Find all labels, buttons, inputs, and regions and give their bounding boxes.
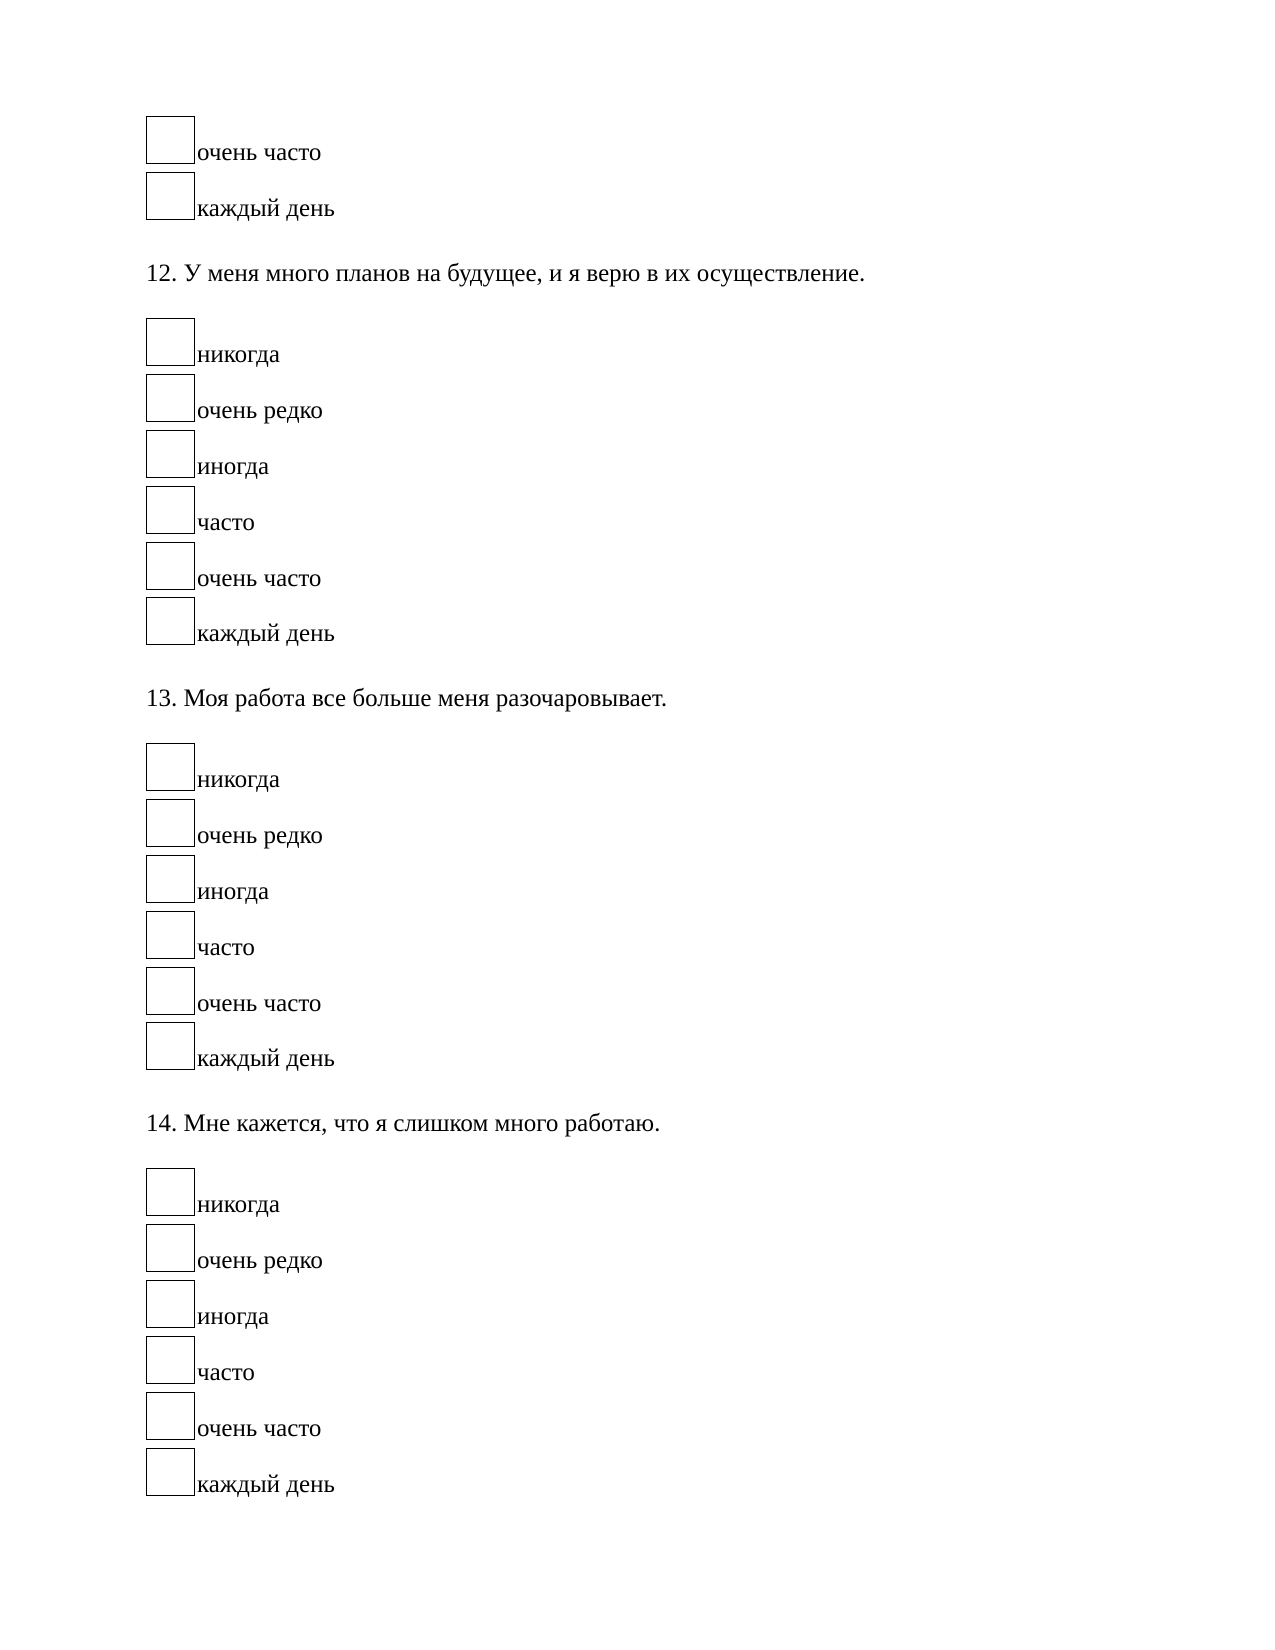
answer-checkbox[interactable] bbox=[146, 743, 195, 791]
answer-checkbox[interactable] bbox=[146, 967, 195, 1015]
option-row bbox=[146, 318, 746, 370]
answer-checkbox[interactable] bbox=[146, 911, 195, 959]
answer-checkbox[interactable] bbox=[146, 1448, 195, 1496]
option-label: часто bbox=[197, 934, 255, 961]
answer-checkbox[interactable] bbox=[146, 172, 195, 220]
option-row bbox=[146, 967, 746, 1019]
answer-checkbox[interactable] bbox=[146, 1022, 195, 1070]
answer-checkbox[interactable] bbox=[146, 799, 195, 847]
option-row bbox=[146, 116, 746, 168]
answer-checkbox[interactable] bbox=[146, 597, 195, 645]
option-label: каждый день bbox=[197, 620, 335, 647]
option-row bbox=[146, 430, 746, 482]
option-row bbox=[146, 1224, 746, 1276]
option-label: очень часто bbox=[197, 990, 322, 1017]
option-row bbox=[146, 743, 746, 795]
option-row bbox=[146, 1392, 746, 1444]
option-label: никогда bbox=[197, 341, 280, 368]
answer-checkbox[interactable] bbox=[146, 318, 195, 366]
option-label: часто bbox=[197, 1359, 255, 1386]
option-row bbox=[146, 172, 746, 224]
answer-checkbox[interactable] bbox=[146, 1392, 195, 1440]
option-label: очень часто bbox=[197, 1415, 322, 1442]
option-label: никогда bbox=[197, 766, 280, 793]
option-label: очень редко bbox=[197, 1247, 323, 1274]
answer-checkbox[interactable] bbox=[146, 374, 195, 422]
option-row bbox=[146, 542, 746, 594]
option-label: никогда bbox=[197, 1191, 280, 1218]
option-row bbox=[146, 597, 746, 649]
answer-checkbox[interactable] bbox=[146, 1336, 195, 1384]
question-text: 14. Мне кажется, что я слишком много работаю. bbox=[146, 1110, 661, 1137]
option-label: каждый день bbox=[197, 1045, 335, 1072]
answer-checkbox[interactable] bbox=[146, 430, 195, 478]
answer-checkbox[interactable] bbox=[146, 116, 195, 164]
answer-checkbox[interactable] bbox=[146, 1168, 195, 1216]
option-row bbox=[146, 799, 746, 851]
option-row bbox=[146, 911, 746, 963]
answer-checkbox[interactable] bbox=[146, 486, 195, 534]
option-label: очень редко bbox=[197, 822, 323, 849]
option-row bbox=[146, 374, 746, 426]
option-label: иногда bbox=[197, 1303, 270, 1330]
option-label: очень часто bbox=[197, 139, 322, 166]
option-label: очень редко bbox=[197, 397, 323, 424]
option-row bbox=[146, 1022, 746, 1074]
answer-checkbox[interactable] bbox=[146, 1280, 195, 1328]
option-row bbox=[146, 1280, 746, 1332]
answer-checkbox[interactable] bbox=[146, 1224, 195, 1272]
answer-checkbox[interactable] bbox=[146, 855, 195, 903]
option-row bbox=[146, 486, 746, 538]
option-label: каждый день bbox=[197, 1471, 335, 1498]
option-label: иногда bbox=[197, 453, 270, 480]
option-label: часто bbox=[197, 509, 255, 536]
option-row bbox=[146, 1168, 746, 1220]
option-label: очень часто bbox=[197, 565, 322, 592]
option-row bbox=[146, 1336, 746, 1388]
question-text: 13. Моя работа все больше меня разочаровывает. bbox=[146, 685, 668, 712]
option-label: каждый день bbox=[197, 195, 335, 222]
answer-checkbox[interactable] bbox=[146, 542, 195, 590]
question-text: 12. У меня много планов на будущее, и я верю в их осуществление. bbox=[146, 260, 866, 287]
option-row bbox=[146, 855, 746, 907]
option-row bbox=[146, 1448, 746, 1500]
option-label: иногда bbox=[197, 878, 270, 905]
